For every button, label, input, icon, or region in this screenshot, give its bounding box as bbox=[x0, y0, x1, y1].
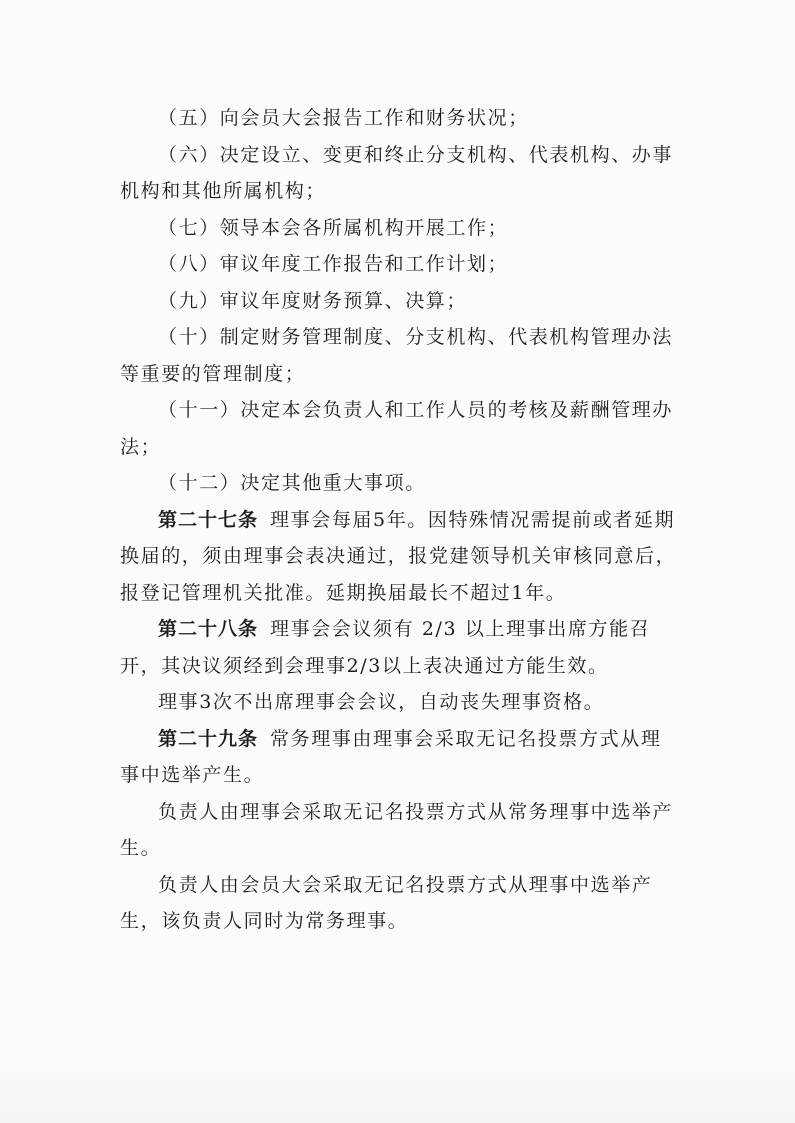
item-10 bbox=[120, 319, 680, 392]
item-10-text: （十）制定财务管理制度、分支机构、代表机构管理办法等重要的管理制度； bbox=[120, 326, 674, 385]
article-28-heading: 第二十八条 bbox=[158, 618, 259, 640]
item-12-text: （十二）决定其他重大事项。 bbox=[158, 472, 426, 494]
document-body bbox=[120, 100, 680, 940]
article-29-clause-1-text: 负责人由理事会采取无记名投票方式从常务理事中选举产生。 bbox=[120, 800, 674, 859]
item-6-text: （六）决定设立、变更和终止分支机构、代表机构、办事机构和其他所属机构； bbox=[120, 143, 674, 202]
article-28 bbox=[120, 611, 680, 684]
item-11-text: （十一）决定本会负责人和工作人员的考核及薪酬管理办法； bbox=[120, 399, 674, 458]
item-9-text: （九）审议年度财务预算、决算； bbox=[158, 289, 468, 312]
article-29-text: 常务理事由理事会采取无记名投票方式从理事中选举产生。 bbox=[120, 727, 662, 786]
item-5-text: （五）向会员大会报告工作和财务状况； bbox=[158, 107, 529, 129]
article-29-clause-2 bbox=[120, 867, 680, 940]
article-28-clause bbox=[120, 684, 680, 721]
article-29-clause-1 bbox=[120, 794, 680, 867]
article-27-heading: 第二十七条 bbox=[158, 508, 259, 531]
item-8-text: （八）审议年度工作报告和工作计划； bbox=[158, 253, 509, 275]
item-12 bbox=[120, 465, 680, 502]
item-9 bbox=[120, 283, 680, 320]
item-11 bbox=[120, 392, 680, 465]
article-27 bbox=[120, 502, 680, 612]
item-8 bbox=[120, 246, 680, 283]
item-6 bbox=[120, 137, 680, 210]
article-29 bbox=[120, 721, 680, 794]
article-28-clause-text: 理事3次不出席理事会会议，自动丧失理事资格。 bbox=[158, 691, 605, 713]
item-7-text: （七）领导本会各所属机构开展工作； bbox=[158, 216, 509, 239]
item-7 bbox=[120, 210, 680, 247]
scan-shadow bbox=[0, 1063, 795, 1123]
article-28-text: 理事会会议须有 2/3 以上理事出席方能召开，其决议须经到会理事2/3以上表决通过方能生效。 bbox=[120, 618, 651, 677]
article-29-clause-2-text: 负责人由会员大会采取无记名投票方式从理事中选举产生，该负责人同时为常务理事。 bbox=[120, 873, 653, 932]
article-27-text: 理事会每届5年。因特殊情况需提前或者延期换届的，须由理事会表决通过，报党建领导机关审核同意后，报登记管理机关批准。延期换届最长不超过1年。 bbox=[120, 508, 677, 604]
article-29-heading: 第二十九条 bbox=[158, 727, 259, 750]
item-5 bbox=[120, 100, 680, 137]
